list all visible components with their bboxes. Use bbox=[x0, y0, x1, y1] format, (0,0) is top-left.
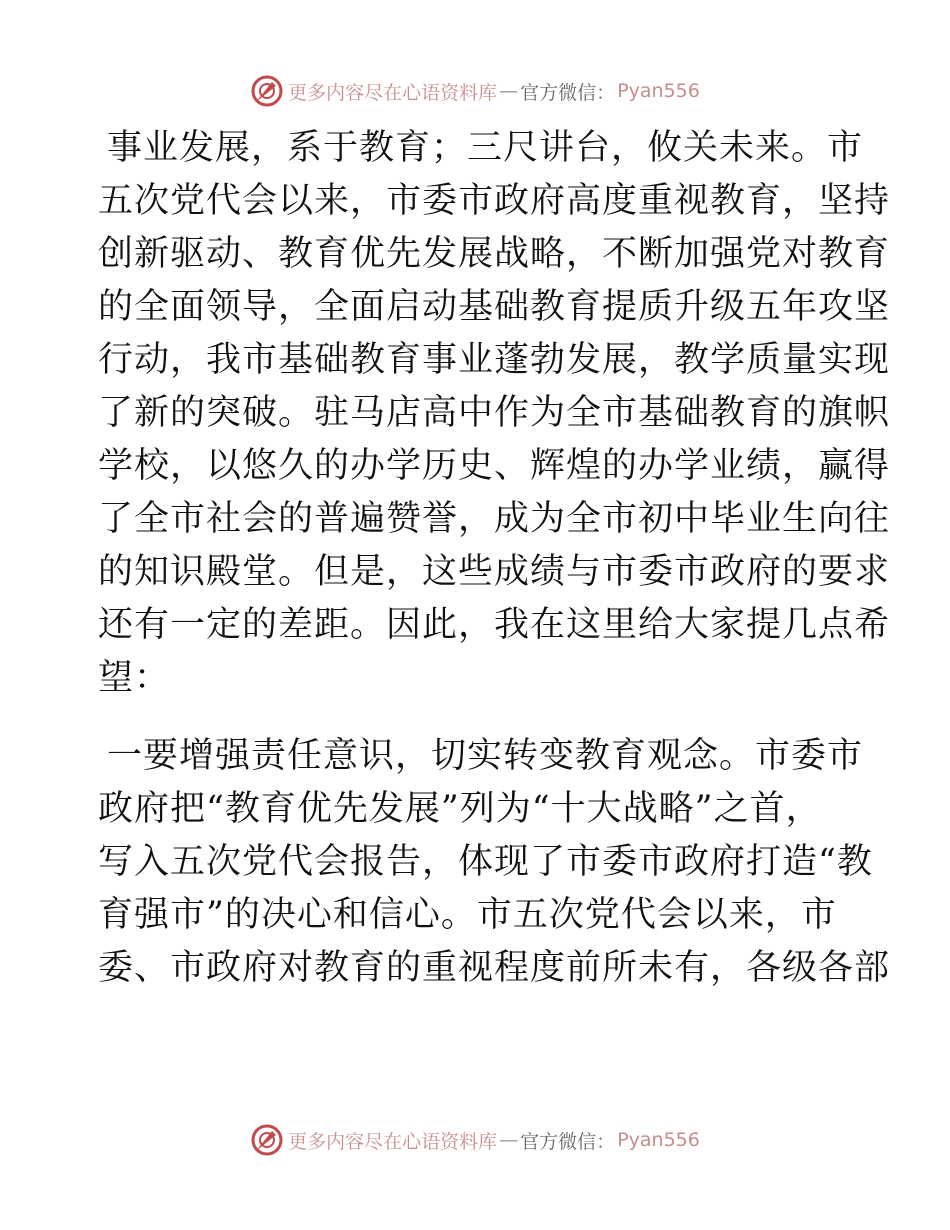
banner-separator: — bbox=[499, 1129, 519, 1151]
header-watermark-banner bbox=[0, 71, 950, 111]
text-line: 育强市”的决心和信心。市五次党代会以来，市 bbox=[98, 895, 837, 935]
banner-text: 更多内容尽在心语资料库 bbox=[288, 81, 498, 104]
banner-contact-id: Pyan556 bbox=[617, 1129, 700, 1151]
text-line: 的知识殿堂。但是，这些成绩与市委市政府的要求 bbox=[98, 552, 891, 592]
text-line: 学校，以悠久的办学历史、辉煌的办学业绩，赢得 bbox=[98, 446, 891, 486]
text-line: 的全面领导，全面启动基础教育提质升级五年攻坚 bbox=[98, 287, 891, 327]
paragraph-1 bbox=[0, 122, 950, 705]
text-line: 了新的突破。驻马店高中作为全市基础教育的旗帜 bbox=[98, 393, 891, 433]
text-line: 写入五次党代会报告，体现了市委市政府打造“教 bbox=[98, 842, 873, 882]
text-line: 还有一定的差距。因此，我在这里给大家提几点希 bbox=[98, 605, 891, 645]
text-line: 委、市政府对教育的重视程度前所未有，各级各部 bbox=[98, 948, 891, 988]
banner-contact-label: 官方微信： bbox=[520, 81, 616, 104]
paragraph-gap bbox=[0, 705, 950, 730]
text-line: 创新驱动、教育优先发展战略，不断加强党对教育 bbox=[98, 234, 891, 274]
text-line: 望： bbox=[98, 658, 171, 698]
text-line: 政府把“教育优先发展”列为“十大战略”之首， bbox=[98, 789, 822, 829]
footer-watermark-banner bbox=[0, 1120, 950, 1160]
text-line: 行动，我市基础教育事业蓬勃发展，教学质量实现 bbox=[98, 340, 891, 380]
paragraph-2 bbox=[0, 730, 950, 995]
banner-contact-label: 官方微信： bbox=[520, 1130, 616, 1153]
text-line: 一要增强责任意识，切实转变教育观念。市委市 bbox=[107, 736, 864, 776]
document-body bbox=[0, 122, 950, 995]
banner-separator: — bbox=[499, 80, 519, 102]
banner-text: 更多内容尽在心语资料库 bbox=[288, 1130, 498, 1153]
text-line: 五次党代会以来，市委市政府高度重视教育，坚持 bbox=[98, 181, 891, 221]
text-line: 事业发展，系于教育；三尺讲台，攸关未来。市 bbox=[107, 128, 864, 168]
text-line: 了全市社会的普遍赞誉，成为全市初中毕业生向往 bbox=[98, 499, 891, 539]
logo-icon bbox=[250, 74, 284, 108]
logo-icon bbox=[250, 1123, 284, 1157]
banner-contact-id: Pyan556 bbox=[617, 80, 700, 102]
